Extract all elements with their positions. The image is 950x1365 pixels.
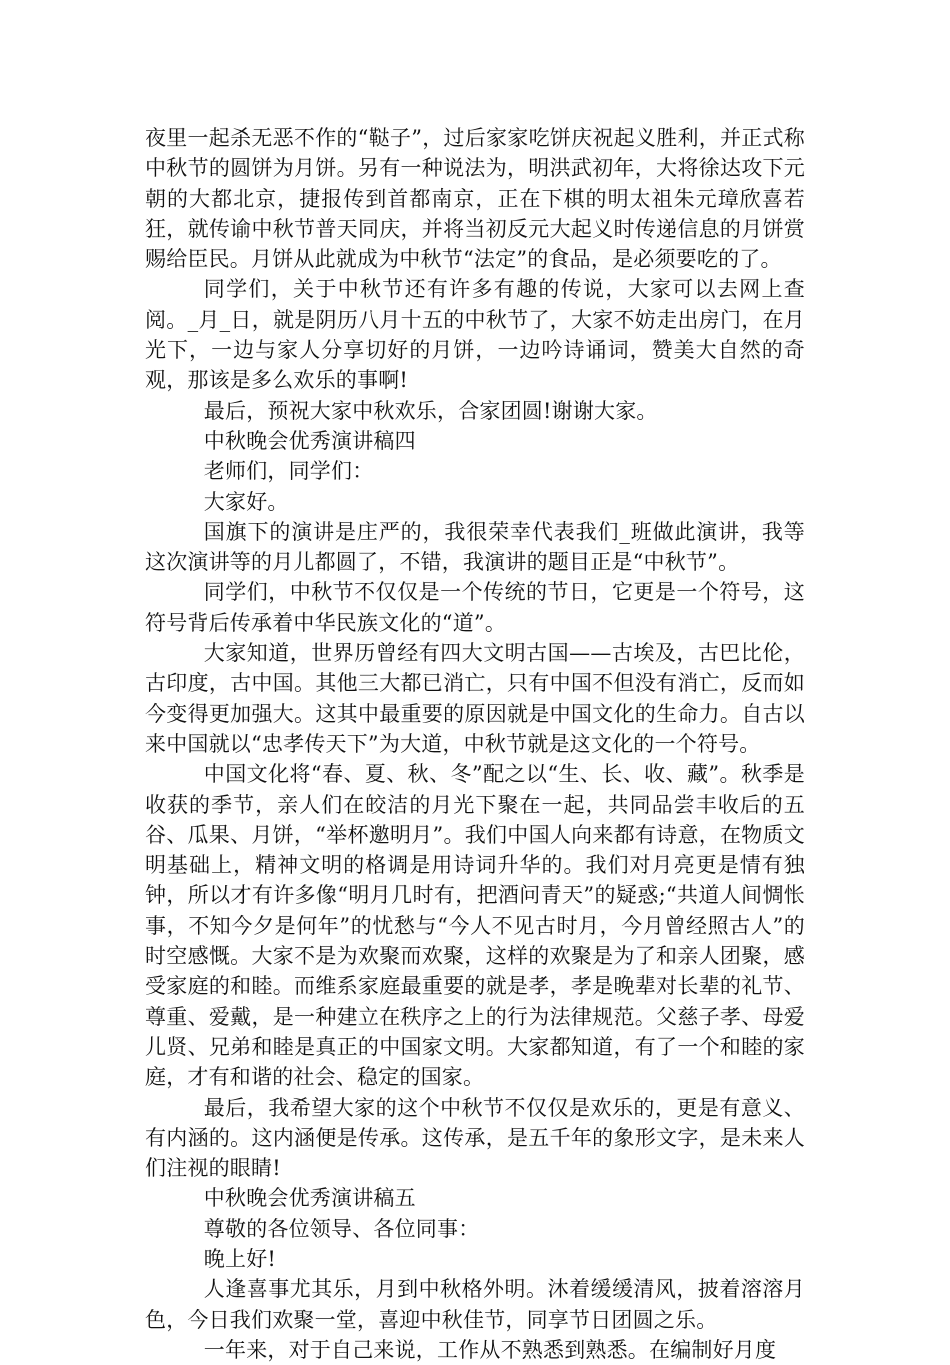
section-heading-speech-five: 中秋晚会优秀演讲稿五: [203, 1186, 416, 1211]
salutation-teachers-students: 老师们，同学们：: [203, 459, 374, 484]
greeting-good-evening: 晚上好!: [203, 1246, 277, 1271]
paragraph-year-review: 一年来，对于自己来说，工作从不熟悉到熟悉。在编制好月度: [203, 1337, 777, 1362]
document-body: [145, 123, 805, 1365]
paragraph-story-ending: 夜里一起杀无恶不作的“鞑子”，过后家家吃饼庆祝起义胜利，并正式称中秋节的圆饼为月饼。另有一种说法为，明洪武初年，大将徐达攻下元朝的大都北京，捷报传到首都南京，正在下棋的明太祖朱元璋欣喜若狂，就传谕中秋节普天同庆，并将当初反元大起义时传递信息的月饼赏赐给臣民。月饼从此就成为中秋节“法定”的食品，是必须要吃的了。: [145, 126, 805, 272]
paragraph-legends: 同学们，关于中秋节还有许多有趣的传说，大家可以去网上查阅。_月_日，就是阴历八月十五的中秋节了，大家不妨走出房门，在月光下，一边与家人分享切好的月饼，一边吟诗诵词，赞美大自然的奇观，那该是多么欢乐的事啊!: [145, 277, 805, 393]
paragraph-closing-wishes: 最后，预祝大家中秋欢乐，合家团圆!谢谢大家。: [203, 398, 658, 423]
paragraph-conclusion: 最后，我希望大家的这个中秋节不仅仅是欢乐的，更是有意义、有内涵的。这内涵便是传承。这传承，是五千年的象形文字，是未来人们注视的眼睛!: [145, 1095, 805, 1181]
paragraph-civilizations: 大家知道，世界历曾经有四大文明古国——古埃及，古巴比伦，古印度，古中国。其他三大都已消亡，只有中国不但没有消亡，反而如今变得更加强大。这其中最重要的原因就是中国文化的生命力。自古以来中国就以“忠孝传天下”为大道，中秋节就是这文化的一个符号。: [145, 641, 805, 756]
paragraph-symbol: 同学们，中秋节不仅仅是一个传统的节日，它更是一个符号，这符号背后传承着中华民族文化的“道”。: [145, 580, 805, 635]
section-heading-speech-four: 中秋晚会优秀演讲稿四: [203, 428, 416, 453]
paragraph-chinese-culture: 中国文化将“春、夏、秋、冬”配之以“生、长、收、藏”。秋季是收获的季节，亲人们在皎洁的月光下聚在一起，共同品尝丰收后的五谷、瓜果、月饼，“举杯邀明月”。我们中国人向来都有诗意，在物质文明基础上，精神文明的格调是用诗词升华的。我们对月亮更是情有独钟，所以才有许多像“明月几时有，把酒问青天”的疑惑;“共道人间惆怅事，不知今夕是何年”的忧愁与“今人不见古时月，今月曾经照古人”的时空感慨。大家不是为欢聚而欢聚，这样的欢聚是为了和亲人团聚，感受家庭的和睦。而维系家庭最重要的就是孝，孝是晚辈对长辈的礼节、尊重、爱戴，是一种建立在秩序之上的行为法律规范。父慈子孝、母爱儿贤、兄弟和睦是真正的中国家文明。大家都知道，有了一个和睦的家庭，才有和谐的社会、稳定的国家。: [145, 762, 805, 1090]
salutation-leaders-colleagues: 尊敬的各位领导、各位同事：: [203, 1216, 480, 1241]
paragraph-flag-speech: 国旗下的演讲是庄严的，我很荣幸代表我们_班做此演讲，我等这次演讲等的月儿都圆了，不错，我演讲的题目正是“中秋节”。: [145, 519, 805, 575]
greeting-hello: 大家好。: [203, 489, 289, 514]
paragraph-festival-joy: 人逢喜事尤其乐，月到中秋格外明。沐着缓缓清风，披着溶溶月色，今日我们欢聚一堂，喜迎中秋佳节，同享节日团圆之乐。: [145, 1277, 805, 1332]
